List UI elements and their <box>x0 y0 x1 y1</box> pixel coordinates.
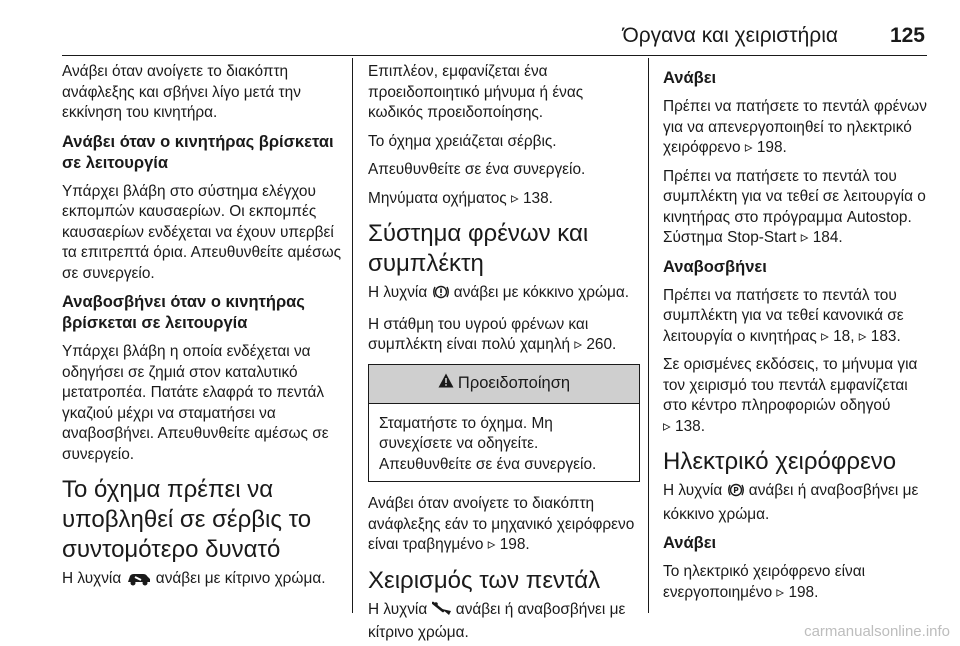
subheading: Ανάβει <box>663 534 717 552</box>
section-heading: Το όχημα πρέπει να υποβληθεί σε σέρβις το συντομότερο δυνατό <box>62 476 312 563</box>
paragraph: Ανάβει όταν ανοίγετε το διακόπτη ανάφλεξης και σβήνει λίγο μετά την εκκίνηση του κινητήρα. <box>62 63 301 121</box>
svg-text:P: P <box>732 485 739 495</box>
triangle-right-icon: ▹ <box>776 583 785 601</box>
paragraph <box>368 283 640 307</box>
paragraph <box>663 355 935 437</box>
parking-brake-icon <box>727 482 745 505</box>
pedal-icon <box>432 601 452 624</box>
text: Σε ορισμένες εκδόσεις, το μήνυμα για τον χειρισμό του πεντάλ εμφανίζεται στο κέντρο πληροφοριών οδηγού <box>663 356 918 414</box>
paragraph <box>663 167 935 249</box>
text: Η στάθμη του υγρού φρένων και συμπλέκτη είναι πολύ χαμηλή <box>368 315 589 353</box>
page-ref-text: 183. <box>870 327 901 345</box>
text: Ανάβει όταν ανοίγετε το διακόπτη ανάφλεξης εάν το μηχανικό χειρόφρενο είναι τραβηγμένο <box>368 495 635 553</box>
warning-header <box>369 365 639 404</box>
paragraph <box>663 286 935 348</box>
warning-triangle-icon <box>438 373 454 394</box>
subheading: Αναβοσβήνει <box>663 257 767 276</box>
brake-circle-icon <box>432 284 450 307</box>
column-1 <box>62 62 342 595</box>
text: ανάβει με κόκκινο χρώμα. <box>453 284 630 301</box>
text: ανάβει με κίτρινο χρώμα. <box>155 570 326 587</box>
triangle-right-icon: ▹ <box>800 229 809 246</box>
page-reference[interactable] <box>821 328 854 345</box>
section-heading: Σύστημα φρένων και συμπλέκτη <box>368 220 589 277</box>
paragraph: Υπάρχει βλάβη στο σύστημα ελέγχου εκπομπών καυσαερίων. Οι εκπομπές καυσαερίων ενδέχεται να έχουν υπερβεί τα επιτρεπτά όρια. Απευθυνθείτε αμέσως σε συνεργείο. <box>62 182 342 282</box>
page-ref-text: 198. <box>499 536 530 553</box>
page-ref-text: 184. <box>812 229 843 246</box>
text: Η λυχνία <box>663 482 723 499</box>
paragraph <box>368 315 640 356</box>
paragraph <box>368 600 640 644</box>
page-ref-text: 138. <box>522 189 553 207</box>
paragraph <box>663 481 935 525</box>
column-divider <box>352 58 353 613</box>
paragraph <box>62 569 342 593</box>
text: Πρέπει να πατήσετε το πεντάλ του συμπλέκτη για να τεθεί σε λειτουργία ο κινητήρας στο πρόγραμμα Autostop. Σύστημα Stop-Start <box>663 167 926 246</box>
column-divider <box>648 58 649 613</box>
triangle-right-icon: ▹ <box>858 327 867 345</box>
text: Η λυχνία <box>368 284 428 301</box>
paragraph: Επιπλέον, εμφανίζεται ένα προειδοποιητικό μήνυμα ή ένας κωδικός προειδοποίησης. <box>368 63 584 121</box>
column-2 <box>368 62 640 646</box>
page-reference[interactable] <box>663 418 705 435</box>
paragraph <box>368 189 640 210</box>
page-number: 125 <box>889 24 925 47</box>
triangle-right-icon: ▹ <box>744 139 753 156</box>
triangle-right-icon: ▹ <box>821 327 829 345</box>
paragraph: Το όχημα χρειάζεται σέρβις. <box>368 132 557 150</box>
page-ref-text: 198. <box>756 139 787 156</box>
warning-body: Σταματήστε το όχημα. Μη συνεχίσετε να οδηγείτε. Απευθυνθείτε σε ένα συνεργείο. <box>379 414 597 473</box>
warning-title: Προειδοποίηση <box>457 374 571 393</box>
text: Πρέπει να πατήσετε το πεντάλ φρένων για να απενεργοποιηθεί το ηλεκτρικό χειρόφρενο <box>663 98 927 156</box>
subheading: Ανάβει <box>663 69 717 87</box>
page-reference[interactable] <box>801 229 843 246</box>
text: Το ηλεκτρικό χειρόφρενο είναι ενεργοποιημένο <box>663 563 866 601</box>
column-3 <box>663 62 935 611</box>
page-reference[interactable] <box>511 190 553 207</box>
page-reference[interactable] <box>574 336 616 353</box>
page-reference[interactable] <box>488 536 530 553</box>
subheading: Ανάβει όταν ο κινητήρας βρίσκεται σε λειτουργία <box>62 132 334 172</box>
section-heading: Ηλεκτρικό χειρόφρενο <box>663 448 897 475</box>
triangle-right-icon: ▹ <box>510 189 519 207</box>
watermark: carmanualsonline.info <box>804 623 950 640</box>
text: ανάβει ή αναβοσβήνει με κίτρινο χρώμα. <box>368 600 626 641</box>
text: Μηνύματα οχήματος <box>368 189 507 207</box>
page-ref-text: 18, <box>833 327 855 345</box>
text: Η λυχνία <box>62 570 122 587</box>
header-rule <box>62 55 927 56</box>
triangle-right-icon: ▹ <box>574 336 583 353</box>
paragraph: Υπάρχει βλάβη η οποία ενδέχεται να οδηγήσει σε ζημιά στον καταλυτικό μετατροπέα. Πατάτε ελαφρά το πεντάλ γκαζιού μέχρι να σταματήσει να αναβοσβήνει. Απευθυνθείτε αμέσως σε συνεργείο. <box>62 343 329 463</box>
warning-box <box>368 364 640 483</box>
section-heading: Χειρισμός των πεντάλ <box>368 566 601 594</box>
page-reference[interactable] <box>776 584 818 601</box>
text: Η λυχνία <box>368 600 428 618</box>
page-ref-text: 138. <box>675 417 705 435</box>
subheading: Αναβοσβήνει όταν ο κινητήρας βρίσκεται σε λειτουργία <box>62 293 305 332</box>
page-ref-text: 260. <box>586 336 617 353</box>
page-header <box>0 0 960 56</box>
page-ref-text: 198. <box>788 583 819 601</box>
paragraph <box>368 494 640 556</box>
text: Πρέπει να πατήσετε το πεντάλ του συμπλέκτη για να τεθεί κανονικά σε λειτουργία ο κινητήρας <box>663 286 904 345</box>
triangle-right-icon: ▹ <box>487 536 496 553</box>
paragraph <box>663 97 935 159</box>
header-title: Όργανα και χειριστήρια <box>622 24 838 47</box>
paragraph <box>663 562 935 603</box>
car-wrench-icon <box>126 570 152 593</box>
paragraph: Απευθυνθείτε σε ένα συνεργείο. <box>368 161 586 178</box>
text: ανάβει ή αναβοσβήνει με κόκκινο χρώμα. <box>663 482 919 523</box>
page-reference[interactable] <box>745 139 787 156</box>
triangle-right-icon: ▹ <box>663 417 671 435</box>
page-reference[interactable] <box>859 328 901 345</box>
